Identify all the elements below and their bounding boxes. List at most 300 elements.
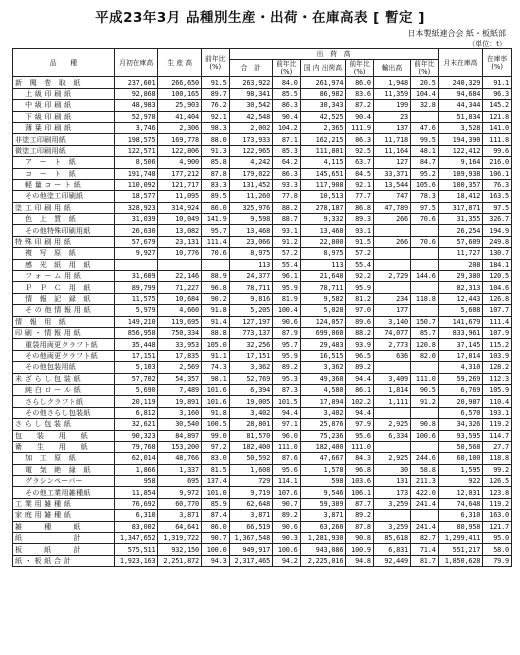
cell-production-ratio: 90.7	[201, 533, 229, 544]
cell-production: 54,357	[158, 373, 202, 384]
row-label: 複 写 原 紙	[13, 248, 115, 259]
cell-production: 48,766	[158, 453, 202, 464]
row-label: 下 級 印 刷 紙	[13, 111, 115, 122]
cell-stock-ratio: 104.6	[483, 282, 512, 293]
cell-domestic: 30,343	[300, 100, 346, 111]
cell-domestic-ratio: 55.4	[346, 259, 374, 270]
cell-shipments-total-ratio: 93.1	[273, 225, 301, 236]
cell-export: 266	[373, 236, 410, 247]
row-label: 重袋用両更クラフト紙	[13, 339, 115, 350]
cell-domestic: 22,800	[300, 236, 346, 247]
cell-domestic: 1,281,930	[300, 533, 346, 544]
row-label: 塗 工 印 刷 用 紙	[13, 202, 115, 213]
cell-production: 2,306	[158, 122, 202, 133]
cell-shipments-total-ratio: 111.0	[273, 441, 301, 452]
table-body	[13, 77, 512, 567]
cell-domestic-ratio: 92.1	[346, 179, 374, 190]
cell-opening-stock: 149,210	[114, 316, 158, 327]
cell-production-ratio: 99.0	[201, 430, 229, 441]
cell-domestic: 63,260	[300, 521, 346, 532]
cell-production: 3,160	[158, 407, 202, 418]
cell-production-ratio: 88.9	[201, 271, 229, 282]
table-row	[13, 384, 512, 395]
cell-shipments-total: 131,452	[229, 179, 273, 190]
cell-shipments-total-ratio: 107.6	[273, 487, 301, 498]
row-label: グラシンペーパー	[13, 476, 115, 487]
cell-export: 3,140	[373, 316, 410, 327]
cell-domestic-ratio: 57.2	[346, 248, 374, 259]
cell-export-ratio: 58.8	[411, 464, 439, 475]
cell-opening-stock: 122,571	[114, 145, 158, 156]
table-row	[13, 88, 512, 99]
cell-stock-ratio: 119.2	[483, 498, 512, 509]
cell-shipments-total-ratio: 86.3	[273, 100, 301, 111]
cell-opening-stock: 1,923,163	[114, 555, 158, 566]
cell-closing-stock: 5,608	[438, 305, 483, 316]
cell-export-ratio: 118.8	[411, 293, 439, 304]
table-row	[13, 293, 512, 304]
cell-closing-stock: 12,031	[438, 487, 483, 498]
cell-shipments-total-ratio: 57.2	[273, 248, 301, 259]
table-row	[13, 464, 512, 475]
cell-production: 10,049	[158, 214, 202, 225]
cell-closing-stock: 31,355	[438, 214, 483, 225]
cell-domestic-ratio: 63.7	[346, 157, 374, 168]
cell-closing-stock: 37,145	[438, 339, 483, 350]
table-row	[13, 407, 512, 418]
cell-production: 122,806	[158, 145, 202, 156]
cell-export-ratio: 70.6	[411, 236, 439, 247]
table-row	[13, 362, 512, 373]
cell-export-ratio: 111.0	[411, 373, 439, 384]
cell-export: 1,814	[373, 384, 410, 395]
row-label: 板 紙 計	[13, 544, 115, 555]
cell-shipments-total-ratio: 55.4	[273, 259, 301, 270]
cell-export-ratio: 100.6	[411, 430, 439, 441]
table-row	[13, 339, 512, 350]
cell-shipments-total-ratio: 90.4	[273, 111, 301, 122]
cell-opening-stock: 6,812	[114, 407, 158, 418]
cell-stock-ratio: 96.3	[483, 88, 512, 99]
table-row	[13, 157, 512, 168]
cell-production: 121,717	[158, 179, 202, 190]
cell-shipments-total-ratio: 77.8	[273, 191, 301, 202]
cell-shipments-total-ratio: 87.1	[273, 134, 301, 145]
cell-stock-ratio: 111.8	[483, 134, 512, 145]
table-header	[13, 49, 512, 77]
cell-export-ratio	[411, 259, 439, 270]
table-row	[13, 510, 512, 521]
cell-export: 131	[373, 476, 410, 487]
cell-closing-stock: 59,269	[438, 373, 483, 384]
cell-domestic: 278,187	[300, 202, 346, 213]
table-row	[13, 202, 512, 213]
cell-production-ratio: 100.0	[201, 544, 229, 555]
cell-opening-stock: 20,119	[114, 396, 158, 407]
cell-export-ratio	[411, 407, 439, 418]
cell-domestic-ratio: 94.8	[346, 555, 374, 566]
cell-export: 11,718	[373, 134, 410, 145]
cell-production: 10,684	[158, 293, 202, 304]
cell-domestic: 47,667	[300, 453, 346, 464]
table-row	[13, 271, 512, 282]
page-title: 平成23年3月 品種別生産・出荷・在庫高表 [ 暫定 ]	[95, 10, 425, 26]
cell-production: 1,319,722	[158, 533, 202, 544]
cell-closing-stock: 26,254	[438, 225, 483, 236]
cell-domestic: 16,515	[300, 350, 346, 361]
cell-opening-stock: 110,092	[114, 179, 158, 190]
cell-shipments-total: 729	[229, 476, 273, 487]
cell-stock-ratio: 99.2	[483, 464, 512, 475]
cell-opening-stock: 958	[114, 476, 158, 487]
cell-export: 173	[373, 487, 410, 498]
cell-production: 695	[158, 476, 202, 487]
cell-shipments-total-ratio: 94.4	[273, 407, 301, 418]
row-label: 新 聞 巻 取 紙	[13, 77, 115, 88]
cell-domestic: 145,651	[300, 168, 346, 179]
cell-stock-ratio: 184.1	[483, 259, 512, 270]
table-row	[13, 327, 512, 338]
cell-production-ratio: 83.3	[201, 179, 229, 190]
cell-production: 13,082	[158, 225, 202, 236]
cell-production-ratio: 70.6	[201, 248, 229, 259]
cell-production: 1,337	[158, 464, 202, 475]
cell-domestic-ratio: 86.1	[346, 384, 374, 395]
table-row	[13, 305, 512, 316]
cell-production: 64,641	[158, 521, 202, 532]
cell-domestic-ratio: 93.9	[346, 339, 374, 350]
cell-shipments-total-ratio: 88.7	[273, 214, 301, 225]
cell-export: 2,773	[373, 339, 410, 350]
cell-export: 3,409	[373, 373, 410, 384]
cell-closing-stock: 6,769	[438, 384, 483, 395]
cell-production-ratio: 85.9	[201, 498, 229, 509]
cell-export-ratio: 120.8	[411, 339, 439, 350]
cell-production: 266,650	[158, 77, 202, 88]
cell-domestic-ratio: 95.6	[346, 430, 374, 441]
table-row	[13, 453, 512, 464]
cell-closing-stock: 317,871	[438, 202, 483, 213]
cell-stock-ratio: 107.7	[483, 305, 512, 316]
cell-closing-stock: 80,958	[438, 521, 483, 532]
cell-export: 33,371	[373, 168, 410, 179]
cell-production: 33,953	[158, 339, 202, 350]
cell-shipments-total-ratio: 96.0	[273, 430, 301, 441]
cell-opening-stock: 18,577	[114, 191, 158, 202]
table-row	[13, 225, 512, 236]
cell-domestic-ratio: 86.3	[346, 134, 374, 145]
cell-stock-ratio: 141.0	[483, 122, 512, 133]
table-row	[13, 521, 512, 532]
cell-production-ratio: 101.0	[201, 487, 229, 498]
cell-export-ratio: 99.5	[411, 134, 439, 145]
cell-domestic: 59,389	[300, 498, 346, 509]
cell-production: 30,540	[158, 419, 202, 430]
cell-stock-ratio: 120.5	[483, 271, 512, 282]
cell-production-ratio: 95.7	[201, 225, 229, 236]
cell-shipments-total: 13,468	[229, 225, 273, 236]
cell-domestic: 3,362	[300, 362, 346, 373]
table-row	[13, 214, 512, 225]
cell-stock-ratio: 163.0	[483, 510, 512, 521]
cell-export: 6,831	[373, 544, 410, 555]
header-domestic-ratio: 前年比 (%)	[346, 60, 374, 77]
cell-shipments-total: 8,975	[229, 248, 273, 259]
table-row	[13, 498, 512, 509]
table-row	[13, 555, 512, 566]
cell-export-ratio: 95.2	[411, 168, 439, 179]
cell-closing-stock: 551,217	[438, 544, 483, 555]
stats-table	[12, 48, 512, 567]
cell-export-ratio: 32.8	[411, 100, 439, 111]
table-row	[13, 111, 512, 122]
cell-production-ratio: 92.1	[201, 111, 229, 122]
cell-domestic: 25,876	[300, 419, 346, 430]
cell-production	[158, 259, 202, 270]
cell-shipments-total: 98,341	[229, 88, 273, 99]
row-label: 紙 ・ 板 紙 合 計	[13, 555, 115, 566]
cell-closing-stock: 18,412	[438, 191, 483, 202]
cell-shipments-total: 17,151	[229, 350, 273, 361]
cell-domestic-ratio: 97.0	[346, 305, 374, 316]
cell-production-ratio: 86.0	[201, 202, 229, 213]
header-shipments: 出 荷 高	[229, 49, 438, 60]
cell-opening-stock: 11,575	[114, 293, 158, 304]
cell-production-ratio: 86.0	[201, 521, 229, 532]
cell-production: 2,569	[158, 362, 202, 373]
cell-closing-stock: 17,814	[438, 350, 483, 361]
cell-stock-ratio: 121.7	[483, 521, 512, 532]
cell-domestic: 9,546	[300, 487, 346, 498]
cell-shipments-total-ratio: 95.6	[273, 464, 301, 475]
cell-domestic-ratio: 93.1	[346, 225, 374, 236]
cell-shipments-total: 28,801	[229, 419, 273, 430]
cell-shipments-total: 81,570	[229, 430, 273, 441]
cell-shipments-total-ratio: 104.2	[273, 122, 301, 133]
cell-stock-ratio: 216.0	[483, 157, 512, 168]
cell-export: 11,359	[373, 88, 410, 99]
header-production-ratio: 前年比 (%)	[201, 49, 229, 77]
cell-shipments-total: 949,917	[229, 544, 273, 555]
cell-stock-ratio: 118.8	[483, 453, 512, 464]
cell-shipments-total: 30,542	[229, 100, 273, 111]
cell-stock-ratio: 126.5	[483, 476, 512, 487]
cell-stock-ratio: 326.7	[483, 214, 512, 225]
cell-export-ratio: 105.6	[411, 179, 439, 190]
cell-shipments-total: 2,317,465	[229, 555, 273, 566]
cell-export: 85,618	[373, 533, 410, 544]
cell-shipments-total: 66,519	[229, 521, 273, 532]
cell-opening-stock: 191,748	[114, 168, 158, 179]
header-production: 生 産 高	[158, 49, 202, 77]
table-row	[13, 145, 512, 156]
cell-shipments-total-ratio: 89.2	[273, 510, 301, 521]
cell-production-ratio: 137.4	[201, 476, 229, 487]
row-label: その他包装用紙	[13, 362, 115, 373]
cell-shipments-total-ratio: 87.6	[273, 453, 301, 464]
cell-closing-stock: 82,313	[438, 282, 483, 293]
row-label: そ の 他 情 報 用 紙	[13, 305, 115, 316]
table-row	[13, 396, 512, 407]
cell-export-ratio: 241.4	[411, 498, 439, 509]
cell-closing-stock: 74,648	[438, 498, 483, 509]
cell-export: 234	[373, 293, 410, 304]
cell-shipments-total-ratio: 93.3	[273, 179, 301, 190]
table-row	[13, 373, 512, 384]
cell-production-ratio	[201, 259, 229, 270]
cell-stock-ratio: 145.2	[483, 100, 512, 111]
cell-stock-ratio: 128.2	[483, 362, 512, 373]
cell-opening-stock: 31,039	[114, 214, 158, 225]
row-label: フ ォ ー ム 用 紙	[13, 271, 115, 282]
cell-shipments-total: 62,648	[229, 498, 273, 509]
cell-production-ratio: 88.0	[201, 134, 229, 145]
row-label: さらしクラフト紙	[13, 396, 115, 407]
cell-shipments-total: 42,548	[229, 111, 273, 122]
cell-export: 30	[373, 464, 410, 475]
cell-export: 92,449	[373, 555, 410, 566]
cell-shipments-total-ratio: 87.3	[273, 384, 301, 395]
cell-export: 1,111	[373, 396, 410, 407]
row-label: 微塗工印刷用紙	[13, 145, 115, 156]
cell-domestic: 3,402	[300, 407, 346, 418]
cell-domestic-ratio: 87.2	[346, 100, 374, 111]
cell-closing-stock: 50,568	[438, 441, 483, 452]
cell-production-ratio: 111.4	[201, 236, 229, 247]
cell-closing-stock: 6,570	[438, 407, 483, 418]
cell-domestic-ratio: 91.5	[346, 236, 374, 247]
cell-stock-ratio: 58.0	[483, 544, 512, 555]
cell-stock-ratio: 249.8	[483, 236, 512, 247]
cell-export-ratio: 90.8	[411, 419, 439, 430]
cell-closing-stock: 240,329	[438, 77, 483, 88]
cell-opening-stock: 76,692	[114, 498, 158, 509]
cell-export-ratio: 82.0	[411, 350, 439, 361]
table-row	[13, 419, 512, 430]
cell-domestic: 13,468	[300, 225, 346, 236]
cell-closing-stock: 94,684	[438, 88, 483, 99]
row-label: 情 報 記 録 紙	[13, 293, 115, 304]
cell-domestic-ratio: 89.3	[346, 214, 374, 225]
cell-shipments-total-ratio: 97.1	[273, 419, 301, 430]
cell-opening-stock: 31,609	[114, 271, 158, 282]
header-opening-stock: 月初在庫高	[114, 49, 158, 77]
cell-export-ratio: 81.7	[411, 555, 439, 566]
table-row	[13, 236, 512, 247]
cell-opening-stock: 35,448	[114, 339, 158, 350]
row-label: その他さらし包装紙	[13, 407, 115, 418]
cell-stock-ratio: 114.7	[483, 430, 512, 441]
header-category: 品 種	[13, 49, 115, 77]
cell-export: 2,729	[373, 271, 410, 282]
cell-production: 71,227	[158, 282, 202, 293]
row-label: 印 刷 ・ 情 報 用 紙	[13, 327, 115, 338]
unit-label: （単位：t）	[468, 40, 506, 48]
cell-closing-stock: 141,679	[438, 316, 483, 327]
cell-opening-stock	[114, 259, 158, 270]
cell-closing-stock: 208	[438, 259, 483, 270]
cell-shipments-total: 9,598	[229, 214, 273, 225]
cell-production: 177,212	[158, 168, 202, 179]
cell-domestic-ratio: 88.2	[346, 327, 374, 338]
cell-closing-stock: 11,727	[438, 248, 483, 259]
row-label: さ ら し 包 装 紙	[13, 419, 115, 430]
table-row	[13, 122, 512, 133]
cell-domestic-ratio: 90.8	[346, 533, 374, 544]
cell-closing-stock: 833,961	[438, 327, 483, 338]
cell-export-ratio: 78.3	[411, 191, 439, 202]
cell-closing-stock: 6,310	[438, 510, 483, 521]
cell-shipments-total-ratio: 100.6	[273, 544, 301, 555]
cell-shipments-total-ratio: 86.3	[273, 168, 301, 179]
cell-shipments-total-ratio: 81.9	[273, 293, 301, 304]
cell-stock-ratio: 97.5	[483, 202, 512, 213]
cell-closing-stock: 1,299,411	[438, 533, 483, 544]
cell-shipments-total: 50,592	[229, 453, 273, 464]
cell-opening-stock: 198,575	[114, 134, 158, 145]
row-label: その他工業用雑種紙	[13, 487, 115, 498]
cell-export: 747	[373, 191, 410, 202]
cell-opening-stock: 57,702	[114, 373, 158, 384]
cell-stock-ratio: 79.9	[483, 555, 512, 566]
cell-export-ratio: 144.6	[411, 271, 439, 282]
cell-production-ratio: 101.6	[201, 396, 229, 407]
cell-production-ratio: 89.5	[201, 191, 229, 202]
cell-production-ratio: 85.8	[201, 157, 229, 168]
cell-domestic: 3,871	[300, 510, 346, 521]
cell-shipments-total-ratio: 90.7	[273, 498, 301, 509]
table-row	[13, 179, 512, 190]
cell-closing-stock: 4,310	[438, 362, 483, 373]
cell-production-ratio: 91.8	[201, 305, 229, 316]
cell-domestic: 42,525	[300, 111, 346, 122]
table-row	[13, 430, 512, 441]
cell-opening-stock: 328,923	[114, 202, 158, 213]
cell-domestic: 78,711	[300, 282, 346, 293]
cell-shipments-total: 3,402	[229, 407, 273, 418]
cell-export: 266	[373, 214, 410, 225]
row-label: 非塗工印刷用紙	[13, 134, 115, 145]
cell-domestic: 9,582	[300, 293, 346, 304]
cell-stock-ratio: 103.9	[483, 350, 512, 361]
cell-export-ratio	[411, 362, 439, 373]
cell-production: 932,150	[158, 544, 202, 555]
cell-closing-stock: 60,100	[438, 453, 483, 464]
cell-stock-ratio: 194.9	[483, 225, 512, 236]
cell-export	[373, 225, 410, 236]
table-row	[13, 282, 512, 293]
cell-stock-ratio: 107.9	[483, 327, 512, 338]
cell-production: 9,972	[158, 487, 202, 498]
cell-stock-ratio: 115.2	[483, 339, 512, 350]
cell-domestic-ratio: 89.2	[346, 362, 374, 373]
cell-production-ratio: 101.6	[201, 384, 229, 395]
cell-production: 4,900	[158, 157, 202, 168]
cell-opening-stock: 5,979	[114, 305, 158, 316]
cell-shipments-total: 182,400	[229, 441, 273, 452]
cell-production-ratio: 96.8	[201, 282, 229, 293]
cell-domestic-ratio: 96.8	[346, 464, 374, 475]
cell-export-ratio: 244.6	[411, 453, 439, 464]
cell-opening-stock: 92,868	[114, 88, 158, 99]
row-label: ア ー ト 紙	[13, 157, 115, 168]
cell-opening-stock: 11,854	[114, 487, 158, 498]
cell-export-ratio	[411, 225, 439, 236]
cell-export	[373, 248, 410, 259]
cell-shipments-total-ratio: 95.9	[273, 282, 301, 293]
cell-shipments-total: 4,242	[229, 157, 273, 168]
cell-stock-ratio: 27.7	[483, 441, 512, 452]
